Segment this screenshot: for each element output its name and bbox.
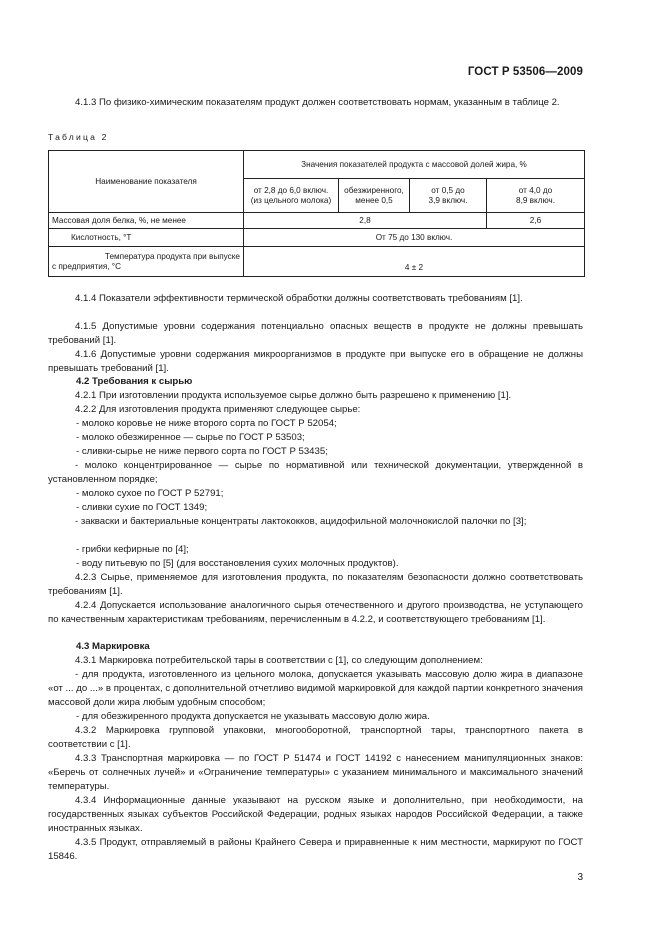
section-heading-4-2: 4.2 Требования к сырью: [76, 376, 193, 387]
section-heading-4-3: 4.3 Маркировка: [76, 641, 150, 652]
table-cell-value: 2,8: [244, 213, 487, 229]
table-caption: Таблица 2: [48, 132, 109, 142]
list-item: - сливки-сырье не ниже первого сорта по ГОСТ Р 53435;: [76, 446, 328, 457]
paragraph-4-2-2: 4.2.2 Для изготовления продукта применяют следующее сырье:: [75, 404, 361, 415]
table-cell-value: 2,6: [487, 213, 585, 229]
table-cell-name: Температура продукта при выпуске с предприятия, °С: [49, 247, 244, 277]
paragraph-4-2-4: 4.2.4 Допускается использование аналогичного сырья отечественного и другого производства, не уступающего по качественным характеристикам требованиям, перечисленным в 4.2.2, и соответствующего требованиям [1].: [48, 600, 583, 626]
list-item: - для обезжиренного продукта допускается не указывать массовую долю жира.: [76, 711, 430, 722]
list-item: - молоко коровье не ниже второго сорта по ГОСТ Р 52054;: [76, 418, 337, 429]
table-subheader: обезжиренного, менее 0,5: [339, 179, 410, 213]
table-row: [49, 247, 585, 277]
document-header: ГОСТ Р 53506—2009: [467, 66, 583, 78]
paragraph-4-3-1: 4.3.1 Маркировка потребительской тары в соответствии с [1], со следующим дополнением:: [75, 655, 483, 666]
table-cell-name: Массовая доля белка, %, не менее: [49, 213, 244, 229]
list-item: - закваски и бактериальные концентраты лактококков, ацидофильной молочнокислой палочки по [3];: [75, 516, 527, 527]
page-number: 3: [577, 872, 583, 883]
list-item: - грибки кефирные по [4];: [76, 544, 189, 555]
paragraph-4-1-4: 4.1.4 Показатели эффективности термической обработки должны соответствовать требованиям [1].: [75, 293, 523, 304]
table-group-header: Значения показателей продукта с массовой долей жира, %: [244, 151, 585, 179]
table-2: [48, 150, 585, 277]
table-row: [49, 229, 585, 247]
paragraph-4-3-5: 4.3.5 Продукт, отправляемый в районы Крайнего Севера и приравненные к ним местности, маркируют по ГОСТ 15846.: [48, 837, 583, 863]
paragraph-4-2-1: 4.2.1 При изготовлении продукта используемое сырье должно быть разрешено к применению [1].: [75, 390, 512, 401]
list-item: - молоко концентрированное — сырье по нормативной или технической документации, утвержденной в установленном порядке;: [48, 460, 583, 486]
paragraph-4-1-3: 4.1.3 По физико-химическим показателям продукт должен соответствовать нормам, указанным в таблице 2.: [75, 97, 560, 108]
table-subheader: от 4,0 до 8,9 включ.: [487, 179, 585, 213]
paragraph-4-3-3: 4.3.3 Транспортная маркировка — по ГОСТ Р 51474 и ГОСТ 14192 с нанесением манипуляционных знаков: «Беречь от солнечных лучей» и «Ограничение температуры» с указанием минимального и максимального значений температуры.: [48, 753, 583, 793]
paragraph-4-2-3: 4.2.3 Сырье, применяемое для изготовления продукта, по показателям безопасности должно соответствовать требованиям [1].: [48, 572, 583, 598]
list-item: - для продукта, изготовленного из цельного молока, допускается указывать массовую долю жира в диапазоне «от ... до ...» в процентах, с дополнительной отчетливо видимой маркировкой для каждой партии конкретного значения массовой доли жира любым удобным способом;: [48, 669, 583, 709]
paragraph-4-3-4: 4.3.4 Информационные данные указывают на русском языке и дополнительно, при необходимости, на государственных языках субъектов Российской Федерации, родных языках народов Российской Федерации, а также иностранных языках.: [48, 795, 583, 835]
table-subheader: от 2,8 до 6,0 включ. (из цельного молока): [244, 179, 339, 213]
paragraph-4-3-2: 4.3.2 Маркировка групповой упаковки, многооборотной, транспортной тары, транспортного пакета в соответствии с [1].: [48, 725, 583, 751]
list-item: - молоко обезжиренное — сырье по ГОСТ Р 53503;: [76, 432, 305, 443]
paragraph-4-1-6: 4.1.6 Допустимые уровни содержания микроорганизмов в продукте при выпуске его в обращение не должны превышать требований [1].: [48, 349, 583, 375]
table-header-name: Наименование показателя: [49, 151, 244, 213]
list-item: - сливки сухие по ГОСТ 1349;: [76, 502, 208, 513]
table-cell-value: 4 ± 2: [244, 247, 585, 277]
table-cell-name: Кислотность, °Т: [49, 229, 244, 247]
list-item: - воду питьевую по [5] (для восстановления сухих молочных продуктов).: [76, 558, 399, 569]
table-row: [49, 213, 585, 229]
paragraph-4-1-5: 4.1.5 Допустимые уровни содержания потенциально опасных веществ в продукте не должны превышать требований [1].: [48, 321, 583, 347]
table-subheader: от 0,5 до 3,9 включ.: [410, 179, 487, 213]
list-item: - молоко сухое по ГОСТ Р 52791;: [76, 488, 224, 499]
table-cell-value: От 75 до 130 включ.: [244, 229, 585, 247]
